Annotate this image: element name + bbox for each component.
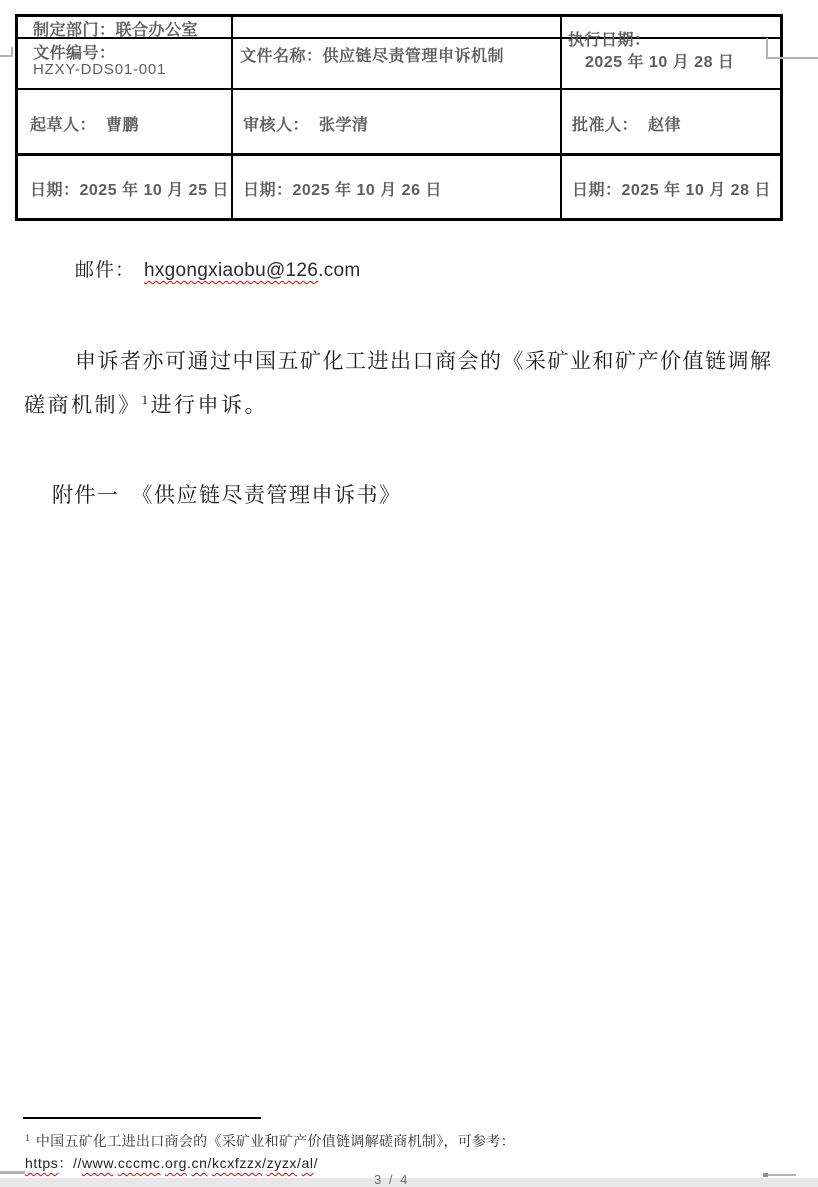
spellcheck-flagged-segment: org	[164, 1155, 188, 1171]
url-separator: /	[207, 1155, 213, 1171]
text-boundary-mark-bottom-left	[0, 1171, 25, 1174]
footnote-text: 中国五矿化工进出口商会的《采矿业和矿产价值链调解磋商机制》，可参考：	[35, 1135, 516, 1150]
approver-name: 赵律	[648, 117, 682, 134]
doc-number-label: 文件编号：	[33, 45, 116, 62]
table-grid-line	[231, 17, 233, 218]
drafter-cell: 起草人： 曹鹏	[30, 117, 140, 134]
doc-name-cell: 文件名称：供应链尽责管理申诉机制	[240, 48, 505, 65]
footnote-marker: 1	[25, 1133, 30, 1143]
dept-text: 制定部门：联合办公室	[33, 22, 199, 39]
exec-date-value: 2025 年 10 月 28 日	[585, 54, 735, 71]
email-address-flagged: hxgongxiaobu@126	[144, 260, 319, 281]
reviewer-cell: 审核人： 张学清	[243, 117, 369, 134]
spellcheck-flagged-segment: https	[25, 1155, 59, 1171]
dept-cell	[33, 17, 198, 40]
email-line	[75, 255, 361, 282]
url-separator: /	[313, 1155, 319, 1171]
table-grid-line	[18, 153, 780, 156]
paragraph-line-2: 磋商机制》$^1$进行申诉。	[24, 392, 268, 417]
url-separator: .	[187, 1155, 192, 1171]
url-separator: /	[262, 1155, 267, 1171]
table-grid-line	[18, 88, 780, 90]
text-boundary-mark-top-right	[766, 38, 768, 58]
url-separator: ：//	[58, 1155, 82, 1171]
text-boundary-mark-top-left	[11, 47, 13, 57]
approve-date-cell: 日期：2025 年 10 月 28 日	[572, 182, 771, 199]
url-separator: .	[113, 1155, 118, 1171]
footnote-reference: 1	[141, 392, 151, 407]
draft-date-cell: 日期：2025 年 10 月 25 日	[30, 182, 229, 199]
spellcheck-flagged-segment: kcxfzzx	[212, 1155, 263, 1171]
doc-number-value: HZXY-DDS01-001	[33, 61, 167, 78]
review-date-cell: 日期：2025 年 10 月 26 日	[243, 182, 442, 199]
approver-cell: 批准人： 赵律	[572, 117, 682, 134]
email-label: 邮件：	[75, 260, 136, 281]
url-separator: /	[297, 1155, 302, 1171]
footnote-url	[25, 1153, 318, 1173]
text-boundary-mark-bottom-right	[768, 1174, 796, 1176]
attachment-line: 附件一 《供应链尽责管理申诉书》	[52, 483, 402, 507]
exec-date-label: 执行日期：	[568, 32, 651, 49]
email-address-rest: .com	[318, 260, 361, 281]
page-number: 3 / 4	[374, 1172, 410, 1187]
spellcheck-flagged-segment: al	[301, 1155, 314, 1171]
spellcheck-flagged-segment: zyzx	[266, 1155, 298, 1171]
spellcheck-flagged-segment: cccmc	[117, 1155, 161, 1171]
table-grid-line	[560, 17, 562, 218]
drafter-name: 曹鹏	[106, 117, 140, 134]
spellcheck-flagged-segment: cn	[191, 1155, 208, 1171]
url-separator: .	[160, 1155, 165, 1171]
text-boundary-mark-top-right	[766, 57, 818, 59]
paragraph-line-1: 申诉者亦可通过中国五矿化工进出口商会的《采矿业和矿产价值链调解	[75, 349, 773, 373]
footnote-line-1	[25, 1131, 515, 1151]
reviewer-name: 张学清	[319, 117, 369, 134]
footnote-separator	[23, 1117, 261, 1119]
spellcheck-flagged-segment: www	[81, 1155, 114, 1171]
